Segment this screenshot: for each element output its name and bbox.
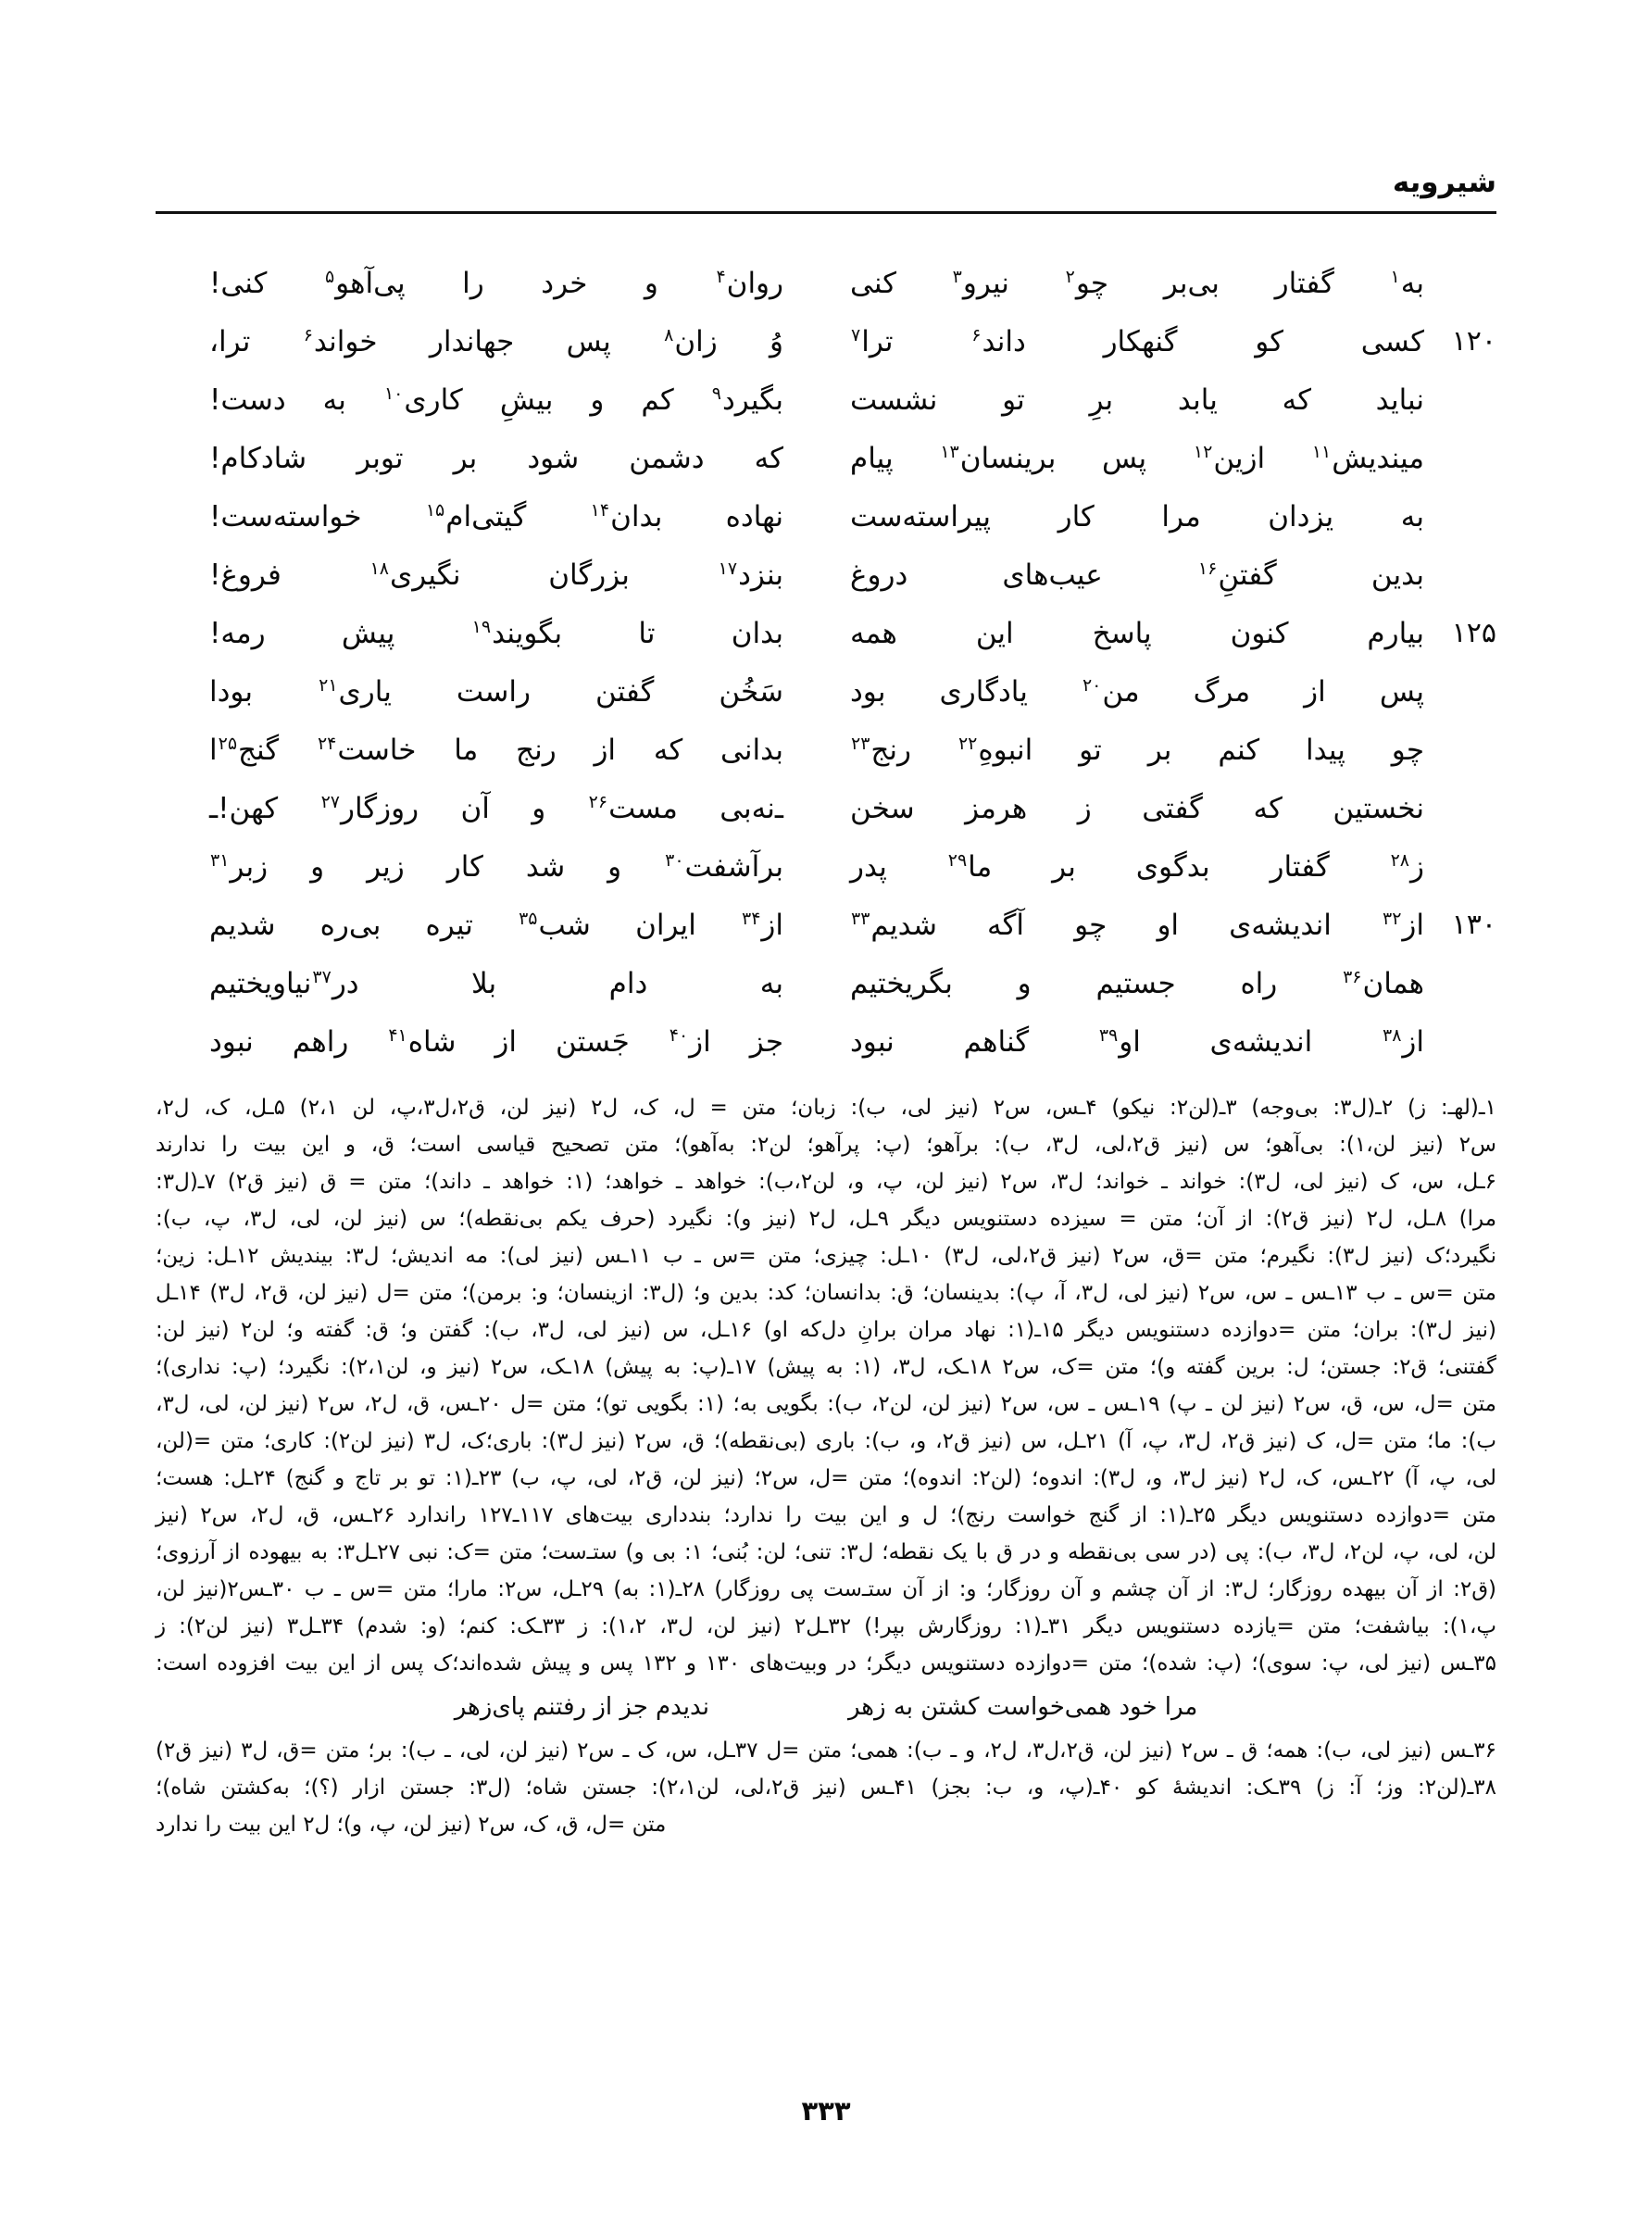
hemistich-second: روان$^۴$ و خرد را پی‌آهو$^۵$ کنی!	[209, 266, 783, 300]
verse-number: ۱۳۰	[1451, 909, 1496, 941]
hemistich-first: همان$^{۳۶}$ راه جستیم و بگریختیم	[850, 966, 1424, 1000]
verse-block	[156, 265, 1496, 1082]
verse-row	[156, 673, 1496, 732]
hemistich-first: از$^{۳۲}$ اندیشه‌ی او چو آگه شدیم$^{۳۳}$	[851, 908, 1424, 942]
hemistich-first: چو پیدا کنم بر تو انبوهِ$^{۲۲}$ رنج$^{۲۳}$	[851, 733, 1424, 767]
hemistich-second: بنزد$^{۱۷}$ بزرگان نگیری$^{۱۸}$ فروغ!	[209, 558, 783, 592]
hemistich-second: به دام بلا در$^{۳۷}$نیاویختیم	[209, 966, 783, 1000]
apparatus-line: ۱ـ(لهـ: ز) ۲ـ(ل۳: بی‌وجه) ۳ـ(لن۲: نیکو) ۴ـس، س۲ (نیز لی، ب): زبان؛ متن = ل، ک، ل۲ (نیز لن، ق۲،ل۳،پ، لن ۲،۱) ۵ـل، ک، ل۲،	[156, 1096, 1496, 1120]
verse-number	[1424, 965, 1496, 969]
hemistich-first: پس از مرگ من$^{۲۰}$ یادگاری بود	[850, 674, 1424, 709]
hemistich-first: به یزدان مرا کار پیراسته‌ست	[850, 500, 1424, 533]
verse-row	[156, 848, 1496, 907]
verse-number	[1424, 673, 1496, 677]
verse-number	[1424, 790, 1496, 794]
apparatus-line: مرا) ۸ـل، ل۲ (نیز ق۲): از آن؛ متن = سیزده دستنویس دیگر ۹ـل، ل۲ (نیز و): نگیرد (حرف یکم بی‌نقطه)؛ س (نیز لن، لی، ل۳، پ، ب):	[156, 1207, 1497, 1231]
running-head	[156, 166, 1496, 222]
apparatus-line: ب): ما؛ متن =ل، ک (نیز ق۲، ل۳، پ، آ) ۲۱ـل، س (نیز ق۲، و، ب): باری (بی‌نقطه)؛ ق، س۲ (نیز ل۳): باری؛ک، ل۳ (نیز لن۲): کاری؛ متن =(لن،	[156, 1429, 1496, 1453]
verse-row	[156, 732, 1496, 790]
hemistich-second: بگیرد$^۹$ کم و بیشِ کاری$^{۱۰}$ به دست!	[209, 383, 784, 417]
hemistich-second: نهاده بدان$^{۱۴}$ گیتی‌ام$^{۱۵}$ خواسته‌ست!	[209, 499, 784, 533]
hemistich-first: بدین گفتنِ$^{۱۶}$ عیب‌های دروغ	[850, 558, 1424, 592]
verse-number	[1424, 1023, 1496, 1027]
verse-number	[1424, 732, 1496, 735]
apparatus-line: (ق۲: از آن بیهده روزگار؛ ل۳: از آن چشم و آن روزگار؛ و: از آن ستـ‌ست پی روزگار) ۲۸ـ(۱: به) ۲۹ـل، س۲: مارا؛ متن =س ـ ب ۳۰ـس۲(نیز لن،	[156, 1577, 1497, 1601]
apparatus-line: ۳۵ـس (نیز لی، پ: سوی)؛ (پ: شده)؛ متن =دوازده دستنویس دیگر؛ در وبیت‌های ۱۳۰ و ۱۳۲ پس و پیش شده‌اند؛ک پس از این بیت افزوده است:	[156, 1651, 1497, 1676]
apparatus-line: س۲ (نیز لن،۱): بی‌آهو؛ س (نیز ق۲،لی، ل۳، ب): برآهو؛ (پ: پرآهو؛ لن۲: به‌آهو)؛ متن تصحیح قیاسی است؛ ق، و این بیت را ندارند	[156, 1133, 1496, 1157]
inset-hemistich-first: مرا خود همی‌خواست کشتن به زهر	[847, 1693, 1198, 1721]
critical-apparatus	[156, 1089, 1496, 1843]
hemistich-first: از$^{۳۸}$ اندیشه‌ی او$^{۳۹}$ گناهم نبود	[850, 1024, 1424, 1059]
hemistich-second: ـ‌نه‌بی مست$^{۲۶}$ و آن روزگار$^{۲۷}$ کهن!ـ	[209, 791, 784, 825]
verse-row	[156, 265, 1496, 323]
hemistich-second: بدانی که از رنج ما خاست$^{۲۴}$ گنج$^{۲۵}$ا	[209, 733, 783, 767]
verse-row	[156, 790, 1496, 848]
hemistich-second: که دشمن شود بر توبر شادکام!	[209, 442, 783, 475]
apparatus-line: ۳۶ـس (نیز لی، ب): همه؛ ق ـ س۲ (نیز لن، ق۲،ل۳، ل۲، و ـ ب): همی؛ متن =ل ۳۷ـل، س، ک ـ س۲ (نیز لن، لی، ـ ب): بر؛ متن =ق، ل۳ (نیز ق۲)	[156, 1738, 1496, 1763]
verse-number	[1424, 265, 1496, 269]
hemistich-second: سَخُن گفتن راست یاری$^{۲۱}$ بودا	[209, 674, 783, 709]
apparatus-line: ۶ـل، س، ک (نیز لی، ل۳): خواند ـ خواند؛ ل۳، س۲ (نیز لن، پ، و، لن۲،ب): خواهد ـ خواهد؛ (۱: خواهد ـ داند)؛ متن = ق (نیز ق۲) ۷ـ(ل۳:	[156, 1170, 1497, 1194]
verse-number	[1424, 382, 1496, 385]
verse-row	[156, 440, 1496, 498]
verse-row	[156, 382, 1496, 440]
hemistich-first: به$^۱$ گفتار بی‌بر چو$^۲$ نیرو$^۳$ کنی	[850, 266, 1424, 300]
hemistich-first: میندیش$^{۱۱}$ ازین$^{۱۲}$ پس برینسان$^{۱۳}$ پیام	[850, 441, 1424, 475]
verse-number: ۱۲۵	[1451, 617, 1496, 649]
apparatus-line: (نیز ل۳): بران؛ متن =دوازده دستنویس دیگر ۱۵ـ(۱: نهاد مران برانِ دل‌که او) ۱۶ـل، س (نیز لی، ل۳، ب): گفتن و؛ ق: گفته و؛ لن۲ (نیز لن:	[156, 1318, 1496, 1342]
inset-hemistich-second: ندیدم جز از رفتنم پای‌زهر	[454, 1693, 709, 1721]
header-rule	[156, 211, 1496, 214]
apparatus-line: پ،۱): بیاشفت؛ متن =یازده دستنویس دیگر ۳۱ـ(۱: روزگارش بپر!) ۳۲ـل۲ (نیز لن، ل۳، ۱،۲): ز ۳۳ـک: کنم؛ (و: شدم) ۳۴ـل۳ (نیز لن۲): ز	[156, 1614, 1497, 1638]
hemistich-second: جز از$^{۴۰}$ جَستن از شاه$^{۴۱}$ راهم نبود	[209, 1024, 783, 1059]
hemistich-first: کسی کو گنهکار داند$^۶$ ترا$^۷$	[851, 324, 1424, 358]
verse-row	[156, 323, 1496, 382]
verse-number: ۱۲۰	[1451, 325, 1496, 358]
verse-row	[156, 615, 1496, 673]
verse-row	[156, 1023, 1496, 1082]
hemistich-first: نخستین که گفتی ز هرمز سخن	[850, 792, 1424, 825]
verse-row	[156, 498, 1496, 557]
hemistich-second: برآشفت$^{۳۰}$ و شد کار زیر و زبر$^{۳۱}$	[210, 849, 783, 884]
hemistich-second: وُ زان$^۸$ پس جهاندار خواند$^۶$ ترا،	[209, 324, 783, 358]
apparatus-line: لی، پ، آ) ۲۲ـس، ک، ل۲ (نیز ل۳، و، ل۳): اندوه؛ (لن۲: اندوه)؛ متن =ل، س۲؛ (نیز لن، ق۲، لی، پ، ب) ۲۳ـ(۱: تو بر تاج و گنج) ۲۴ـل: هست؛	[156, 1466, 1496, 1490]
apparatus-line: لن، لی، پ، لن۲، ل۳، ب): پی (در سی بی‌نقطه و در ق با یک نقطه؛ ل۳: تنی؛ لن: بُنی؛ ۱: بی و) ستـ‌ست؛ متن =ک: نبی ۲۷ـل۳: به بیهوده از آرزوی؛	[156, 1540, 1496, 1564]
hemistich-first: نباید که یابد برِ تو نشست	[850, 383, 1424, 417]
apparatus-line: متن =دوازده دستنویس دیگر ۲۵ـ(۱: از گنج خواست رنج)؛ ل و این بیت را ندارد؛ بندداری بیت‌های ۱۱۷ـ۱۲۷ راندارد ۲۶ـس، ق، ل۲، س۲ (نیز	[156, 1503, 1496, 1527]
apparatus-line: ۳۸ـ(لن۲: وز؛ آ: ز) ۳۹ـک: اندیشهٔ کو ۴۰ـ(پ، و، ب: بجز) ۴۱ـس (نیز ق۲،لی، لن۲،۱): جستن شاه؛ (ل۳: جستن ازار (؟)؛ به‌کشتن شاه)؛	[156, 1776, 1497, 1800]
hemistich-first: ز$^{۲۸}$ گفتار بدگوی بر ما$^{۲۹}$ پدر	[850, 849, 1424, 884]
hemistich-second: از$^{۳۴}$ ایران شب$^{۳۵}$ تیره بی‌ره شدیم	[209, 908, 783, 942]
verse-row	[156, 965, 1496, 1023]
apparatus-inset-verse	[156, 1686, 1496, 1728]
verse-number	[1424, 498, 1496, 502]
apparatus-line: متن =ل، ق، ک، س۲ (نیز لن، پ، و)؛ ل۲ این بیت را ندارد	[156, 1813, 667, 1837]
hemistich-second: بدان تا بگویند$^{۱۹}$ پیش رمه!	[209, 616, 783, 650]
verse-number	[1424, 557, 1496, 560]
apparatus-line: نگیرد؛ک (نیز ل۳): نگیرم؛ متن =ق، س۲ (نیز ق۲،لی، ل۳) ۱۰ـل: چیزی؛ متن =س ـ ب ۱۱ـس (نیز لی): مه اندیش؛ ل۳: بیندیش ۱۲ـل: زین؛	[156, 1244, 1496, 1268]
folio-number: ۳۳۳	[801, 2095, 851, 2127]
running-head-title: شیرویه	[1392, 166, 1496, 199]
apparatus-line: متن =س ـ ب ۱۳ـس ـ س، س۲ (نیز لی، ل۳، آ، پ): بدینسان؛ ق: بدانسان؛ کد: بدین و؛ (ل۳: ازینسان؛ و: برمن)؛ متن =ل (نیز لن، ق۲، ل۳) ۱۴ـل	[156, 1281, 1496, 1305]
verse-number	[1424, 440, 1496, 444]
apparatus-line: متن =ل، س، ق، س۲ (نیز لن ـ پ) ۱۹ـس ـ س، س۲ (نیز لن، لن۲، ب): بگویی به؛ (۱: بگویی تو)؛ متن =ل ۲۰ـس، ق، ل۲، س۲ (نیز لن، لی، ل۳،	[156, 1392, 1496, 1416]
apparatus-line: گفتنی؛ ق۲: جستن؛ ل: برین گفته و)؛ متن =ک، س۲ ۱۸ـک، ل۳، (۱: به پیش) ۱۷ـ(پ: به پیش) ۱۸ـک، س۲ (نیز و، لن۲،۱): نگیرد؛ (پ: نداری)؛	[156, 1355, 1496, 1379]
verse-row	[156, 557, 1496, 615]
verse-number	[1424, 848, 1496, 852]
verse-row	[156, 907, 1496, 965]
hemistich-first: بیارم کنون پاسخ این همه	[850, 617, 1424, 650]
